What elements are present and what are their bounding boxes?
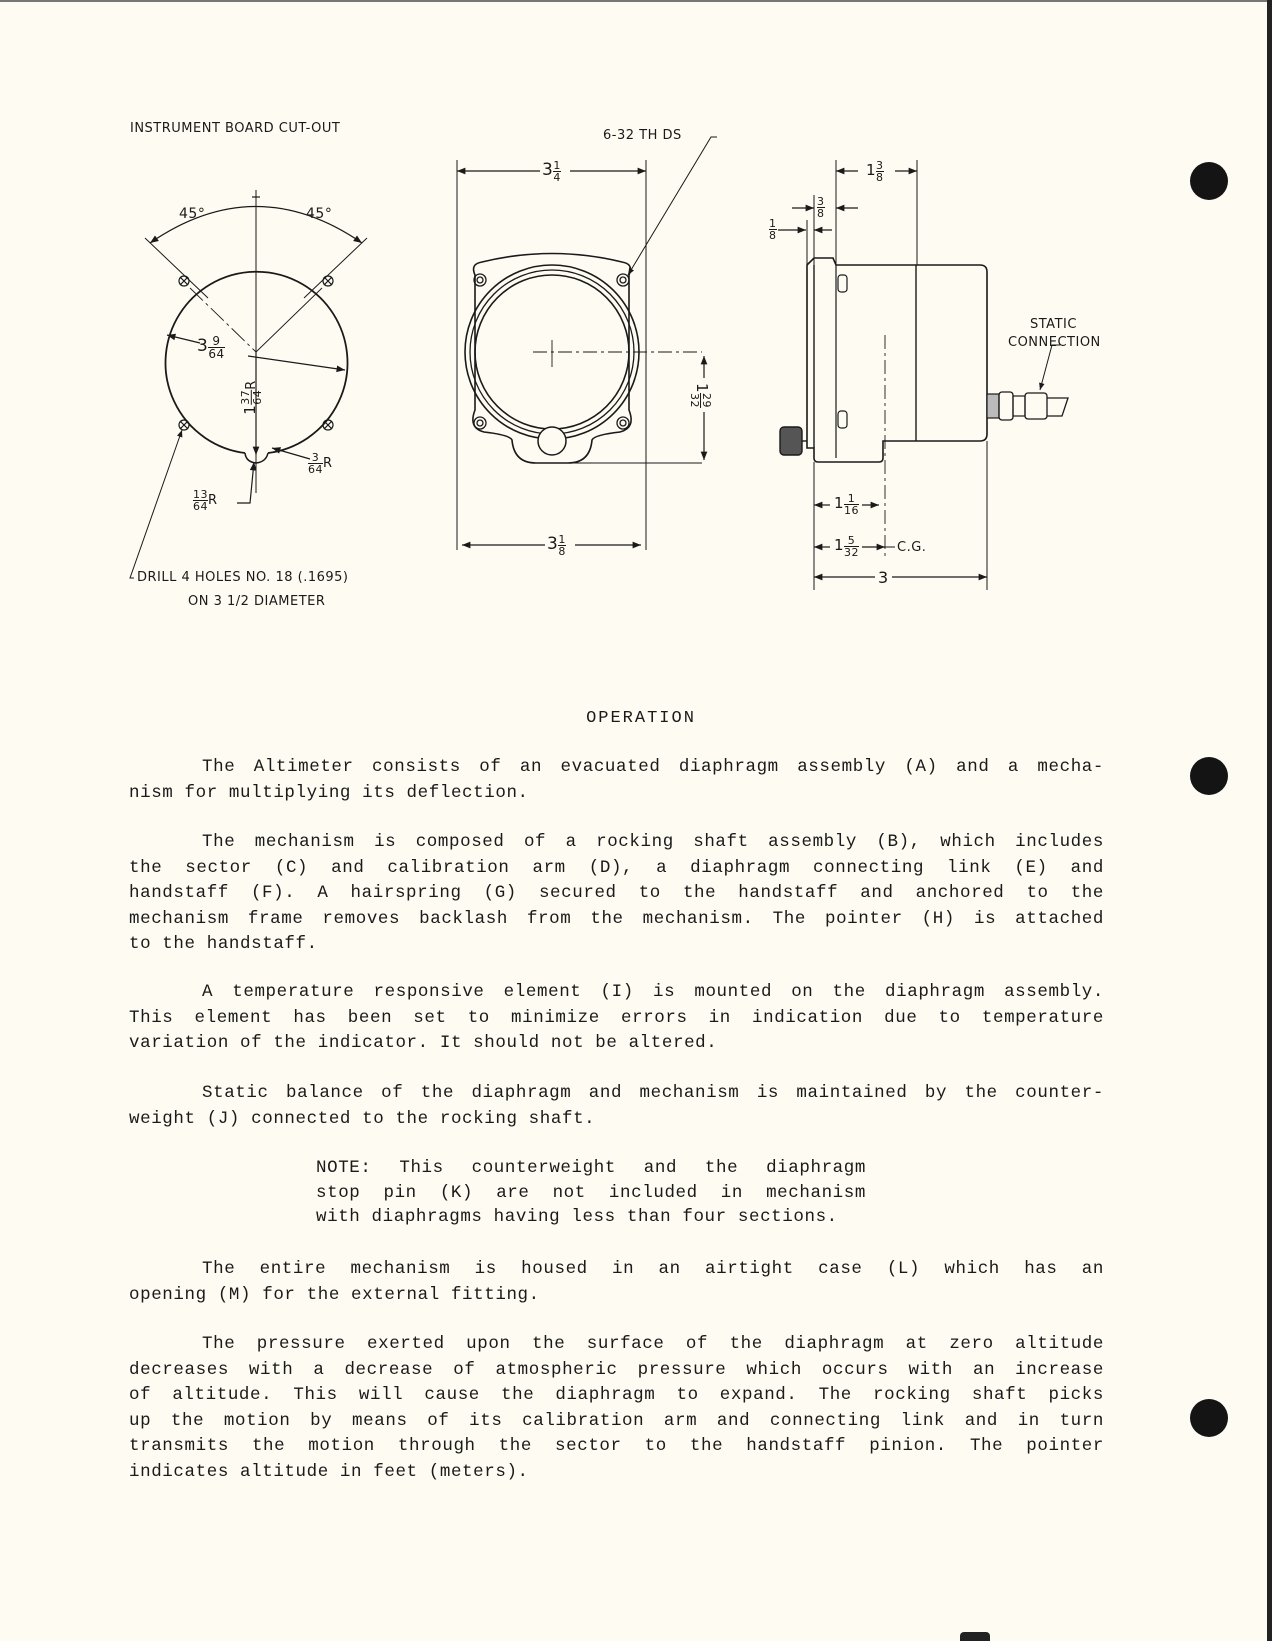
line-text: The pressure exerted upon the surface of the diaphragm at zero altitude bbox=[202, 1334, 1104, 1354]
static-connection-line1: STATIC bbox=[1030, 317, 1077, 332]
side-total-depth-dim: 3 bbox=[878, 568, 889, 587]
dim-whole: 1 bbox=[866, 161, 877, 179]
line-text: A temperature responsive element (I) is mounted on the diaphragm assembly. bbox=[202, 982, 1104, 1002]
dim-suffix: R bbox=[243, 380, 259, 390]
side-cg-depth-dim bbox=[834, 535, 859, 558]
technical-drawing bbox=[0, 0, 1272, 640]
dim-num: 1 bbox=[558, 533, 566, 546]
paragraph-line: of altitude. This will cause the diaphragm to expand. The rocking shaft picks bbox=[129, 1385, 1104, 1406]
drill-note-line2: ON 3 1/2 DIAMETER bbox=[188, 594, 326, 609]
paragraph-line: variation of the indicator. It should not be altered. bbox=[129, 1033, 718, 1054]
front-width-top-dim bbox=[542, 160, 561, 183]
front-view bbox=[457, 137, 717, 550]
cutout-small-radius-dim bbox=[308, 452, 333, 475]
paragraph-line bbox=[129, 830, 1104, 856]
dim-num: 1 bbox=[553, 159, 561, 172]
side-depth-front-dim bbox=[834, 493, 859, 516]
cg-label: C.G. bbox=[897, 540, 927, 555]
paragraph-line bbox=[129, 755, 1104, 781]
paragraph-2 bbox=[129, 830, 1104, 958]
paragraph-3 bbox=[129, 980, 1104, 1057]
dim-den: 32 bbox=[844, 546, 860, 559]
drill-note-line1: DRILL 4 HOLES NO. 18 (.1695) bbox=[137, 570, 349, 585]
paragraph-line: to the handstaff. bbox=[129, 934, 318, 955]
paragraph-line: indicates altitude in feet (meters). bbox=[129, 1461, 529, 1482]
side-lip-dim bbox=[769, 218, 777, 241]
paragraph-line: decreases with a decrease of atmospheric pressure which occurs with an increase bbox=[129, 1359, 1104, 1380]
paragraph-line: weight (J) connected to the rocking shaft. bbox=[129, 1108, 596, 1129]
paragraph-4 bbox=[129, 1081, 1104, 1132]
paragraph-line: transmits the motion through the sector to the handstaff pinion. The pointer bbox=[129, 1436, 1104, 1457]
dim-num: 13 bbox=[193, 488, 208, 501]
punch-hole-middle bbox=[1190, 757, 1228, 795]
note-block bbox=[316, 1156, 866, 1230]
dim-den: 64 bbox=[193, 500, 208, 513]
paragraph-line: mechanism frame removes backlash from the mechanism. The pointer (H) is attached bbox=[129, 908, 1104, 929]
dim-num: 1 bbox=[769, 217, 777, 230]
paragraph-line bbox=[129, 1332, 1104, 1358]
front-width-bottom-dim bbox=[547, 534, 566, 557]
dim-whole: 1 bbox=[834, 494, 845, 512]
paragraph-line: the sector (C) and calibration arm (D), a diaphragm connecting link (E) and bbox=[129, 857, 1104, 878]
paragraph-1 bbox=[129, 755, 1104, 806]
line-text: The Altimeter consists of an evacuated diaphragm assembly (A) and a mecha- bbox=[202, 757, 1104, 777]
line-text: The mechanism is composed of a rocking shaft assembly (B), which includes bbox=[202, 832, 1104, 852]
side-view bbox=[778, 160, 1068, 590]
dim-whole: 3 bbox=[542, 160, 554, 180]
cutout-diameter-dim bbox=[197, 335, 225, 360]
dim-num: 37 bbox=[238, 389, 252, 405]
dim-den: 4 bbox=[553, 171, 561, 184]
dim-den: 16 bbox=[844, 504, 860, 517]
paragraph-line bbox=[129, 1257, 1104, 1283]
line-text: The entire mechanism is housed in an airtight case (L) which has an bbox=[202, 1259, 1104, 1279]
dim-suffix: R bbox=[208, 493, 218, 508]
dim-whole: 3 bbox=[547, 534, 559, 554]
dim-den: 8 bbox=[876, 171, 884, 184]
paragraph-line: up the motion by means of its calibration arm and connecting link and in turn bbox=[129, 1410, 1104, 1431]
dim-num: 1 bbox=[844, 493, 859, 505]
dim-whole: 1 bbox=[240, 404, 259, 415]
side-bezel-dim bbox=[817, 196, 825, 219]
dim-den: 64 bbox=[208, 347, 225, 361]
dim-den: 64 bbox=[308, 463, 323, 476]
dim-den: 8 bbox=[817, 207, 825, 220]
dim-den: 8 bbox=[769, 229, 777, 242]
angle-left-label: 45° bbox=[179, 206, 206, 222]
section-title: OPERATION bbox=[586, 709, 696, 728]
cutout-radius-dim bbox=[240, 380, 263, 415]
dim-num: 3 bbox=[817, 195, 825, 208]
scan-mark bbox=[960, 1632, 990, 1641]
paragraph-5 bbox=[129, 1257, 1104, 1308]
paragraph-line: This element has been set to minimize errors in indication due to temperature bbox=[129, 1007, 1104, 1028]
dim-num: 3 bbox=[876, 159, 884, 172]
punch-hole-bottom bbox=[1190, 1399, 1228, 1437]
paragraph-line: opening (M) for the external fitting. bbox=[129, 1284, 540, 1305]
thread-label: 6-32 TH DS bbox=[603, 128, 682, 143]
angle-right-label: 45° bbox=[306, 206, 333, 222]
dim-den: 32 bbox=[688, 393, 702, 409]
static-connection-line2: CONNECTION bbox=[1008, 335, 1101, 350]
dim-whole: 1 bbox=[834, 536, 845, 554]
note-line: with diaphragms having less than four sections. bbox=[316, 1207, 838, 1227]
dim-num: 9 bbox=[208, 335, 224, 348]
paragraph-line: handstaff (F). A hairspring (G) secured to the handstaff and anchored to the bbox=[129, 883, 1104, 904]
dim-whole: 1 bbox=[693, 382, 712, 394]
dim-den: 64 bbox=[250, 389, 264, 405]
dim-suffix: R bbox=[323, 456, 333, 471]
paragraph-6 bbox=[129, 1332, 1104, 1486]
note-line: stop pin (K) are not included in mechanism bbox=[316, 1182, 866, 1203]
paragraph-line bbox=[129, 980, 1104, 1006]
cutout-notch-radius-dim bbox=[193, 489, 218, 512]
dim-den: 8 bbox=[558, 545, 566, 558]
side-depth-flange-dim bbox=[866, 160, 884, 183]
dim-whole: 3 bbox=[197, 336, 209, 356]
note-line: NOTE: This counterweight and the diaphragm bbox=[316, 1158, 866, 1178]
paragraph-line: nism for multiplying its deflection. bbox=[129, 782, 529, 803]
dim-num: 5 bbox=[844, 535, 859, 547]
line-text: Static balance of the diaphragm and mechanism is maintained by the counter- bbox=[202, 1083, 1104, 1103]
front-center-height-dim bbox=[689, 383, 712, 408]
dim-num: 29 bbox=[700, 393, 714, 409]
cutout-title: INSTRUMENT BOARD CUT-OUT bbox=[130, 121, 341, 136]
dim-num: 3 bbox=[308, 452, 323, 464]
paragraph-line bbox=[129, 1081, 1104, 1107]
